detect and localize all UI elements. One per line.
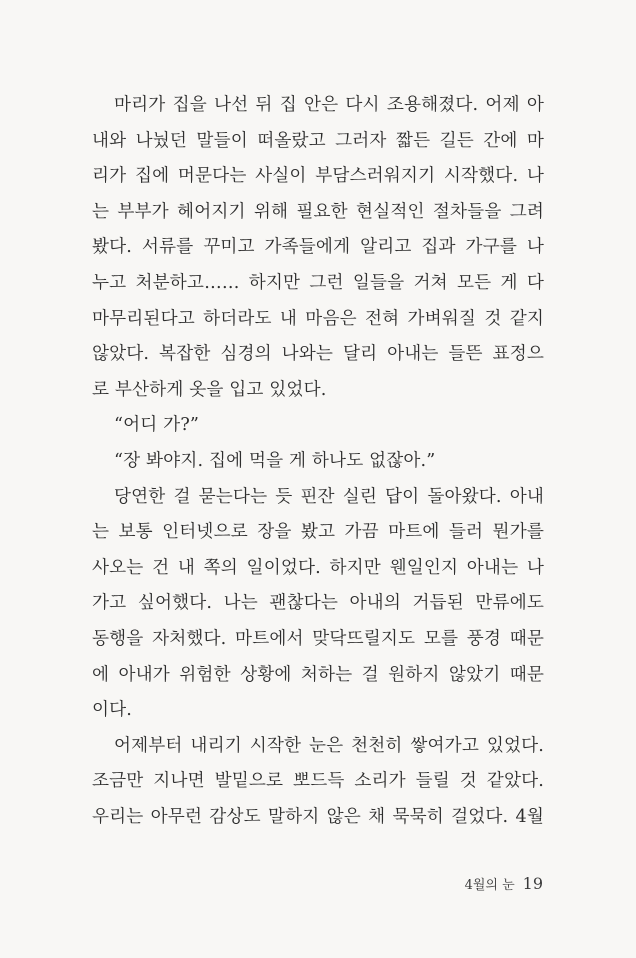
text-line: 마리가 집을 나선 뒤 집 안은 다시 조용해졌다. 어제 아 <box>114 95 544 115</box>
text-line: 어제부터 내리기 시작한 눈은 천천히 쌓여가고 있었다. <box>114 735 544 756</box>
text-line: 가고 싶어했다. 나는 괜찮다는 아내의 거듭된 만류에도 <box>92 593 544 614</box>
page-footer <box>465 874 543 893</box>
text-line: 사오는 건 내 쪽의 일이었다. 하지만 웬일인지 아내는 나 <box>92 557 544 578</box>
text-line: 이다. <box>92 700 133 721</box>
text-line: 당연한 걸 묻는다는 듯 핀잔 실린 답이 돌아왔다. 아내 <box>114 486 544 507</box>
text-line: 조금만 지나면 발밑으로 뽀드득 소리가 들릴 것 같았다. <box>92 771 544 792</box>
text-line: 리가 집에 머문다는 사실이 부담스러워지기 시작했다. 나 <box>92 166 544 187</box>
text-line: 동행을 자처했다. 마트에서 맞닥뜨릴지도 모를 풍경 때문 <box>92 628 544 649</box>
text-line: 봤다. 서류를 꾸미고 가족들에게 알리고 집과 가구를 나 <box>92 237 544 258</box>
text-line: 내와 나눴던 말들이 떠올랐고 그러자 짧든 길든 간에 마 <box>92 130 544 151</box>
text-line: 에 아내가 위험한 상황에 처하는 걸 원하지 않았기 때문 <box>92 664 544 685</box>
dialogue-line: “장 봐야지. 집에 먹을 게 하나도 없잖아.” <box>114 450 436 471</box>
page-number: 19 <box>522 874 543 893</box>
text-line: 는 부부가 헤어지기 위해 필요한 현실적인 절차들을 그려 <box>92 201 544 222</box>
text-line: 로 부산하게 옷을 입고 있었다. <box>92 379 327 400</box>
text-line: 는 보통 인터넷으로 장을 봤고 가끔 마트에 들러 뭔가를 <box>92 522 544 543</box>
text-line: 마무리된다고 하더라도 내 마음은 전혀 가벼워질 것 같지 <box>92 308 544 329</box>
body-text <box>92 88 544 835</box>
dialogue-line: “어디 가?” <box>114 415 200 436</box>
chapter-title: 4월의 눈 <box>464 878 515 893</box>
text-line: 누고 처분하고…… 하지만 그런 일들을 거쳐 모든 게 다 <box>92 272 544 293</box>
text-line: 우리는 아무런 감상도 말하지 않은 채 묵묵히 걸었다. 4월 <box>92 806 544 827</box>
text-line: 않았다. 복잡한 심경의 나와는 달리 아내는 들뜬 표정으 <box>92 344 544 365</box>
